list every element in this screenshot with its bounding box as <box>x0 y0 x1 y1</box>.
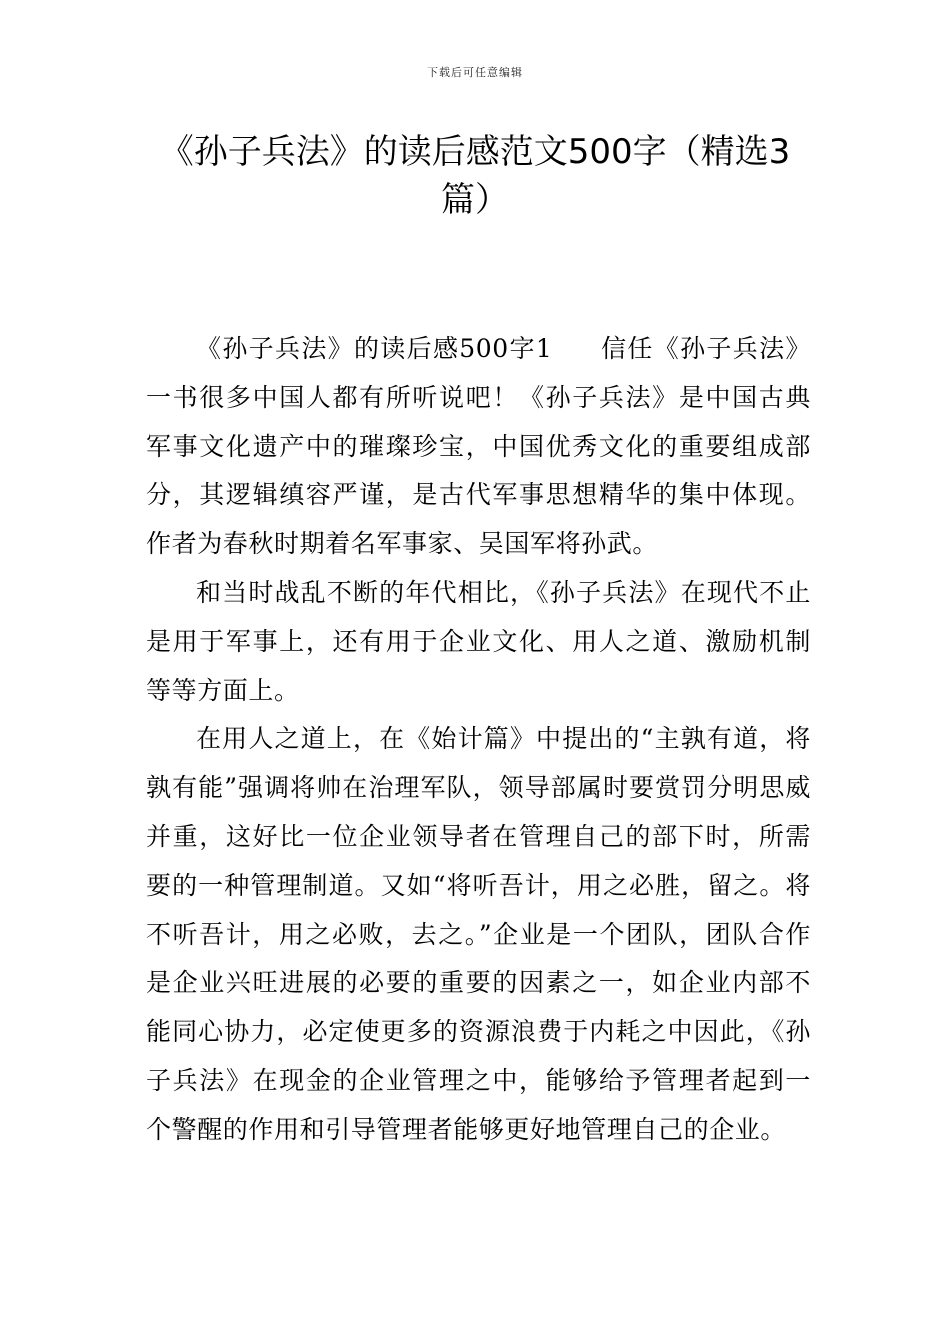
section-heading: 《孙子兵法》的读后感500字1 <box>196 334 553 363</box>
document-body <box>146 325 811 1155</box>
paragraph-3: 在用人之道上，在《始计篇》中提出的“主孰有道，将孰有能”强调将帅在治理军队，领导部属时要赏罚分明思威并重，这好比一位企业领导者在管理自己的部下时，所需要的一种管理制道。又如“将听吾计，用之必胜，留之。将不听吾计，用之必败，去之。”企业是一个团队，团队合作是企业兴旺进展的必要的重要的因素之一，如企业内部不能同心协力，必定使更多的资源浪费于内耗之中因此，《孙子兵法》在现金的企业管理之中，能够给予管理者起到一个警醒的作用和引导管理者能够更好地管理自己的企业。 <box>146 724 811 1144</box>
document-title: 《孙子兵法》的读后感范文500字（精选3篇） <box>159 132 791 220</box>
paragraph-1 <box>146 325 811 569</box>
header-note: 下载后可任意编辑 <box>427 66 523 79</box>
paragraph-2: 和当时战乱不断的年代相比，《孙子兵法》在现代不止是用于军事上，还有用于企业文化、用人之道、激励机制等等方面上。 <box>146 577 811 705</box>
paragraph-1-text: 信任《孙子兵法》一书很多中国人都有所听说吧！《孙子兵法》是中国古典军事文化遗产中的璀璨珍宝，中国优秀文化的重要组成部分，其逻辑缜容严谨，是古代军事思想精华的集中体现。作者为春秋时期着名军事家、吴国军将孙武。 <box>146 334 812 559</box>
